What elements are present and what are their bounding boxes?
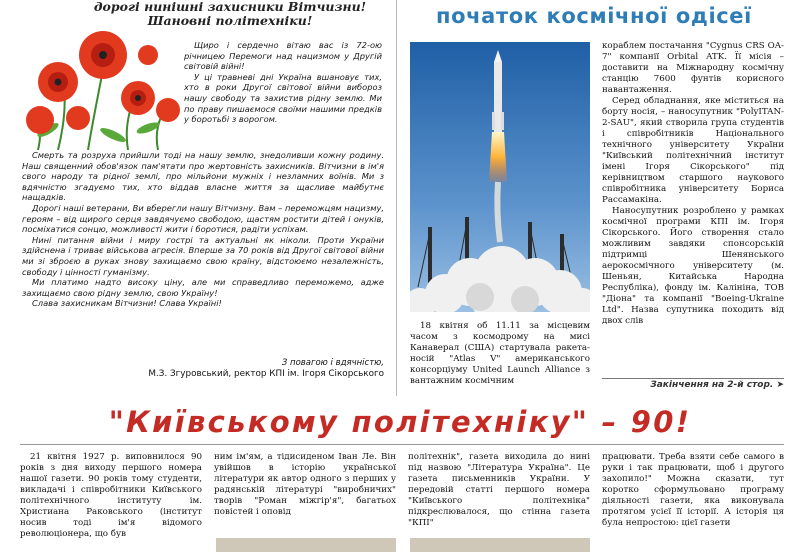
caption-text: 18 квітня об 11.11 за місцевим часом з космодрому на мисі Канаверал (США) стартувала ракета-носій "Atlas V" американського консорціуму United Launch Alliance з вантажним космічним <box>410 321 590 386</box>
greeting-paragraph: Слава захисникам Вітчизни! Слава Україні! <box>32 298 222 309</box>
column-text: працювати. Треба взяти себе самого в руки і так працювати, щоб і другого захопило!" Можна сказати, тут коротко сформульовано програму діяльності газети, яка виконувала протягом усієї її історії. А історія ця була непростою: цієї газети <box>602 452 784 528</box>
column-text: політехнік", газета виходила до нині під назвою "Література Україна". Це газета письменників України. У передовій статті першого номера "Київського політехніка" підкреслювалося, що стінна газета "КПІ" <box>408 452 590 528</box>
rocket-launch-photo <box>410 42 590 312</box>
greeting-header-line1: дорогі нинішні захисники Вітчизни! <box>93 0 367 14</box>
anniversary-headline: "Київському політехніку" – 90! <box>108 405 692 439</box>
greeting-header-line2: Шановні політехніки! <box>147 13 313 28</box>
greeting-paragraph: Нині питання війни і миру гострі та актуальні як ніколи. Проти України здійснена і триває військова агресія. Вперше за 70 років від Другої світової війни ми зі зброєю в руках знову захищаємо свою країну, відстоюємо незалежність, свободу і цінності гуманізму. <box>22 234 384 277</box>
signature-line: З повагою і вдячністю, <box>281 358 384 368</box>
anniversary-column-3 <box>408 452 590 529</box>
article-paragraph: кораблем постачання "Cygnus CRS OA-7" компанії Orbital ATK. Її місія – доставити на Міжнародну космічну станцію 7600 фунтів корисного навантаження. <box>602 41 784 95</box>
article-paragraph: Наносупутник розроблено у рамках космічної програми КПІ ім. Ігоря Сікорського. Його створення стало можливим завдяки спонсорській підтримці Шенянського аерокосмічного університету (м. Шеньян, Китайська Народна Республіка), фонду ім. Калініна, ТОВ "Діона" та компанії "Boeing-Ukraine Ltd". Назва супутника походить від двох слів <box>602 206 784 326</box>
greeting-paragraph: Дорогі наші ветерани, Ви вберегли нашу Вітчизну. Вам – переможцям нацизму, героям – від щирого серця завдячуємо свободою, щастям ростити дітей і онуків, посміхатися сонцю, можливості жити і боротися, радіти успіхам. <box>22 202 384 235</box>
greeting-text-top <box>184 40 382 125</box>
greeting-paragraph: Смерть та розруха прийшли тоді на нашу землю, знедоливши кожну родину. Наш священний обов'язок пам'ятати про жертовність захисників. Вітчизни в ім'я свого народу та рідної землі, про мільйони мужніх і незламних воїнів. Ми з вдячністю згадуємо тих, хто віддав власне життя за щасливе майбутнє нащадків. <box>22 150 384 203</box>
continued-text: Закінчення на 2-й стор. <box>650 380 774 390</box>
article-paragraph: Серед обладнання, яке міститься на борту носія, – наносупутник "PolyITAN-2-SAU", який створила група студентів і співробітників Національного технічного університету України "Київський політехнічний інститут імені Ігоря Сікорського" під керівництвом старшого наукового співробітника університету Бориса Рассамакіна. <box>602 96 784 205</box>
headline-rule <box>20 444 784 445</box>
signature-author: М.З. Згуровський, ректор КПІ ім. Ігоря Сікорського <box>148 368 384 379</box>
arrow-right-icon: ➤ <box>776 380 784 390</box>
greeting-text-bottom <box>22 150 384 309</box>
anniversary-column-1 <box>20 452 202 540</box>
continued-rule <box>602 378 784 379</box>
photo-caption <box>410 321 590 387</box>
column-divider <box>396 0 397 396</box>
space-article-column <box>602 41 784 327</box>
continued-note <box>602 380 784 390</box>
anniversary-column-4 <box>602 452 784 529</box>
poppy-flowers-image <box>18 10 188 150</box>
greeting-paragraph: Щиро і сердечно вітаю вас із 72-ою річницею Перемоги над нацизмом у Другій світовій війні! <box>184 40 382 72</box>
anniversary-column-2 <box>214 452 396 518</box>
greeting-paragraph: Ми платимо надто високу ціну, але ми справедливо переможемо, адже захищаємо свою рідну землю, свою Україну! <box>22 277 384 298</box>
greeting-signature <box>130 358 384 380</box>
column-text: 21 квітня 1927 р. виповнилося 90 років з дня виходу першого номера нашої газети. 90 років тому студенти, викладачі і співробітники Київського політехнічного інституту ім. Христиана Раковського (інститут носив тоді ім'я відомого революціонера, що був <box>20 452 202 539</box>
column-text: ним ім'ям, а тідисиденом Іван Ле. Він увійшов в історію української літератури як автор одного з перших у радянській літературі "виробничих" творів "Роман міжгір'я", багатьох повістей і оповід <box>214 452 396 517</box>
space-article-title: початок космічної одісеї <box>436 4 752 28</box>
greeting-paragraph: У ці травневі дні Україна вшановує тих, хто в роки Другої світової війни вибороз нашу свободу та захистив рідну землю. Ми по праву пишаємося своїми нашими предків у боротьбі з ворогом. <box>184 71 382 125</box>
